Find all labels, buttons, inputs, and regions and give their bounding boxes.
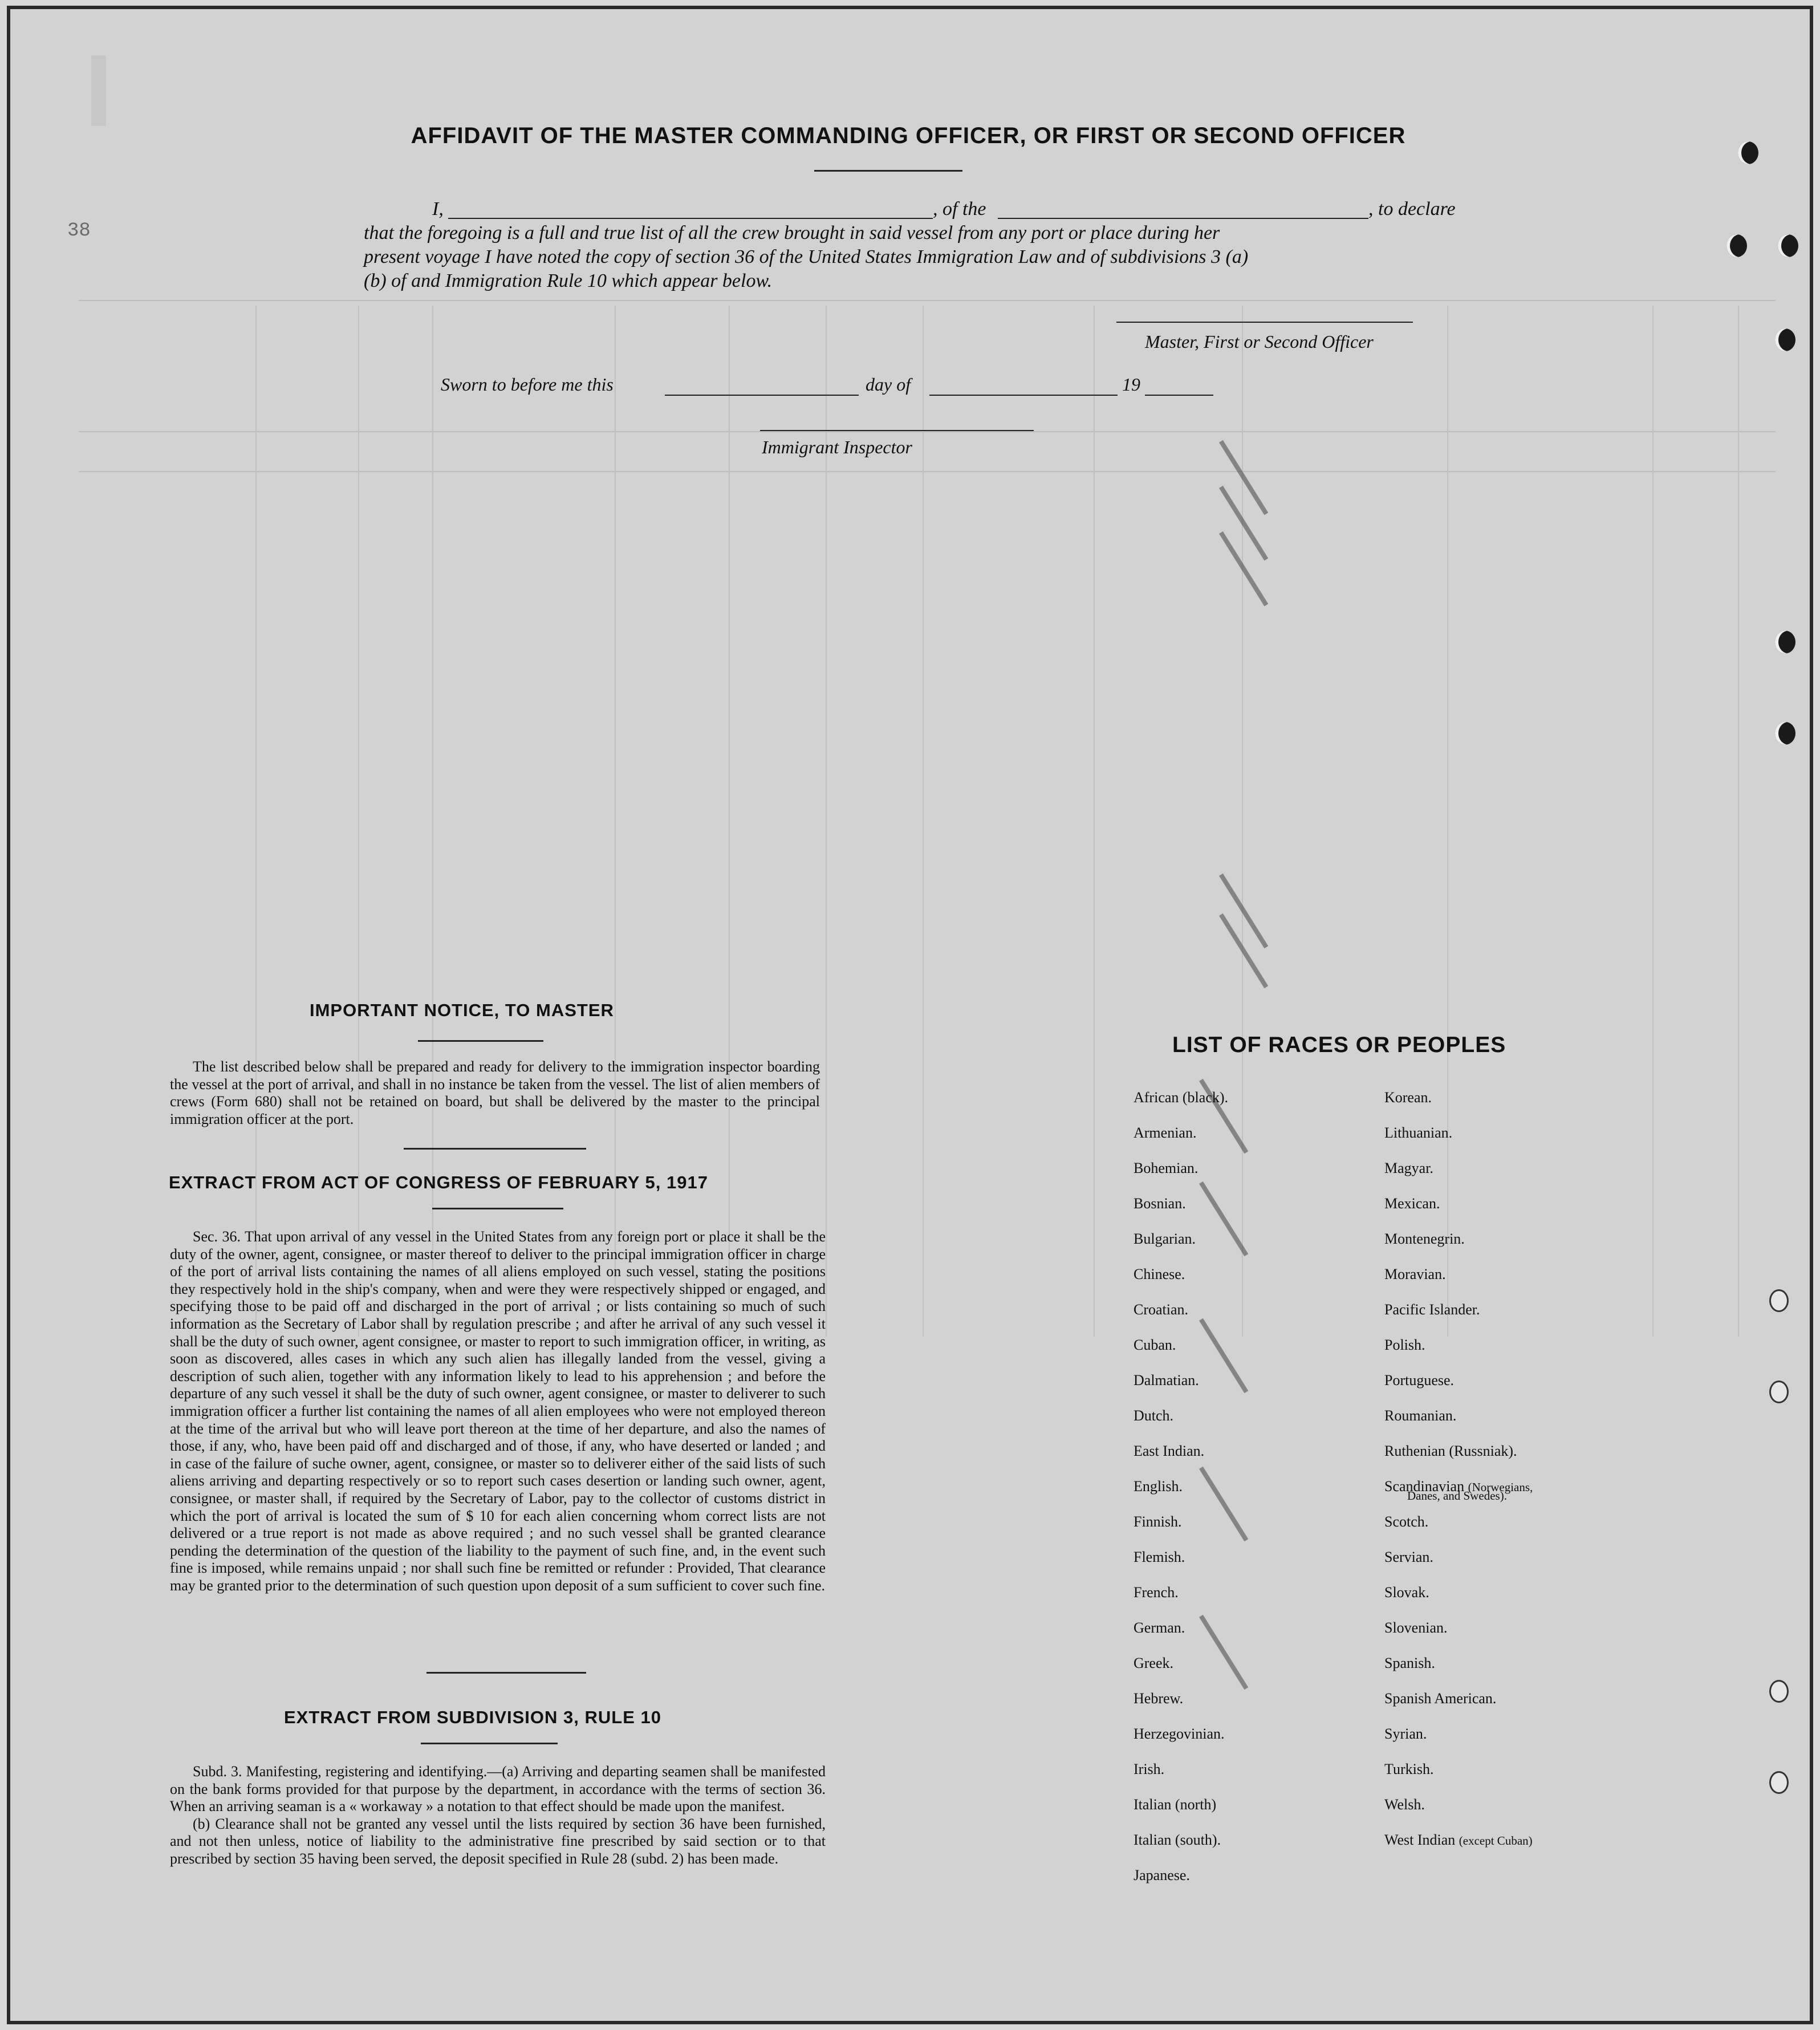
race-item: Dutch.	[1134, 1407, 1174, 1424]
race-item: Danes, and Swedes).	[1407, 1489, 1507, 1503]
race-item: Montenegrin.	[1384, 1231, 1465, 1247]
officer-name-field[interactable]	[448, 202, 933, 219]
race-item: Korean.	[1384, 1089, 1432, 1106]
notice-text	[170, 1058, 820, 1128]
signer-title: Master, First or Second Officer	[1145, 331, 1374, 352]
inspector-signature-line[interactable]	[760, 430, 1034, 431]
inspector-title: Immigrant Inspector	[762, 437, 912, 457]
sworn-text: Sworn to before me this	[441, 374, 614, 395]
race-note: (Norwegians,	[1468, 1480, 1533, 1494]
race-item: Armenian.	[1134, 1124, 1197, 1141]
race-item: West Indian (except Cuban)	[1384, 1832, 1533, 1848]
affidavit-title: AFFIDAVIT OF THE MASTER COMMANDING OFFICER, OR FIRST OR SECOND OFFICER	[411, 123, 1406, 148]
affidavit-line-3: present voyage I have noted the copy of section 36 of the United States Immigration Law and of subdivisions 3 (a)	[364, 246, 1249, 267]
pen-check-mark	[1219, 531, 1268, 606]
divider	[426, 1672, 586, 1674]
punch-hole	[1775, 722, 1795, 745]
race-item: Flemish.	[1134, 1549, 1185, 1565]
affidavit-line-4: (b) of and Immigration Rule 10 which appear below.	[364, 270, 773, 291]
race-item: Bohemian.	[1134, 1160, 1199, 1176]
race-item: Spanish American.	[1384, 1690, 1497, 1707]
races-title: LIST OF RACES OR PEOPLES	[1172, 1033, 1506, 1057]
affidavit-to-declare: , to declare	[1368, 198, 1456, 220]
punch-hole	[1778, 234, 1798, 257]
race-item: Welsh.	[1384, 1796, 1425, 1813]
race-item: Slovak.	[1384, 1584, 1429, 1601]
punch-hole	[1738, 141, 1758, 164]
punch-hole	[1775, 328, 1795, 351]
race-item: Slovenian.	[1384, 1619, 1448, 1636]
race-note: (except Cuban)	[1459, 1834, 1533, 1848]
races-left-column	[1134, 1080, 1228, 1893]
watermark-mark: I	[84, 34, 113, 148]
race-item: Magyar.	[1384, 1160, 1433, 1176]
sworn-day-field[interactable]	[665, 379, 859, 396]
act-extract-title: EXTRACT FROM ACT OF CONGRESS OF FEBRUARY 5, 1917	[169, 1172, 708, 1192]
race-item: Portuguese.	[1384, 1372, 1455, 1388]
rule-subd-3a-paragraph: Subd. 3. Manifesting, registering and identifying.—(a) Arriving and departing seamen shall be manifested on the bank forms provided for that purpose by the department, in accordance with the terms of section 36. When an arriving seaman is a « workaway » a notation to that effect should be made upon the manifest.	[170, 1763, 826, 1815]
affidavit-of-the: , of the	[933, 198, 986, 220]
races-right-column	[1384, 1080, 1533, 1858]
affidavit-line-2: that the foregoing is a full and true list of all the crew brought in said vessel from any port or place during her	[364, 222, 1220, 243]
punch-hole	[1769, 1680, 1789, 1703]
act-extract-text	[170, 1228, 826, 1594]
divider	[814, 170, 962, 172]
punch-hole	[1726, 234, 1747, 257]
race-item: Italian (south).	[1134, 1832, 1221, 1848]
vessel-name-field[interactable]	[998, 202, 1368, 219]
race-item: African (black).	[1134, 1089, 1229, 1106]
pen-check-mark	[1219, 874, 1268, 948]
day-of-text: day of	[866, 374, 911, 395]
pen-check-mark	[1219, 914, 1268, 988]
race-item: Scotch.	[1384, 1513, 1429, 1530]
manifest-page	[7, 6, 1813, 2024]
race-item: Bulgarian.	[1134, 1231, 1196, 1247]
race-item: Scandinavian (Norwegians,	[1384, 1478, 1533, 1495]
act-section-36-paragraph: Sec. 36. That upon arrival of any vessel in the United States from any foreign port or place it shall be the duty of the owner, agent, consignee, or master thereof to deliver to the principal immigration officer in charge of the port of arrival lists containing the names of all aliens employed on such vessel, stating the positions they respectively hold in the ship's company, when and were they were respectively shipped or engaged, and specifying those to be paid off and discharged in the port of arrival ; or lists containing so much of such information as the Secretary of Labor shall by regulation prescribe ; and after he arrival of any such vessel it shall be the duty of such owner, agent consignee, or master to report to such immigration officer, in writing, as soon as discovered, alles cases in which any such alien has illegally landed from the vessel, giving a description of such alien, together with any information likely to lead to his apprehension ; and before the departure of any such vessel it shall be the duty of such owner, agent consignee, or master to deliverer to such immigration officer a further list containing the names of all alien employees who were not employed thereon at the time of the arrival but who will leave port thereon at the time of her departure, and also the names of those, if any, who, have been paid off and discharged and of those, if any, who have deserted or landed ; and in case of the failure of suche owner, agent, consignee, or master so to deliverer either of the said lists of such aliens arriving and departing respectively or so to report such cases desertion or landing such owner, agent, consignee, or master shall, if required by the Secretary of Labor, pay to the collector of customs district in which the port of arrival is located the sum of $ 10 for each alien concerning whom correct lists are not delivered or a true report is not made as above required ; and no such vessel shall be granted clearance pending the determination of the question of the liability to the payment of such fine, and, in the event such fine is imposed, while remains unpaid ; nor shall such fine be remitted or refunder : Provided, That clearance may be granted prior to the determination of such question upon deposit of a sum sufficient to cover such fine.	[170, 1228, 826, 1594]
race-item: Lithuanian.	[1384, 1124, 1453, 1141]
race-item: Croatian.	[1134, 1301, 1189, 1318]
signature-line[interactable]	[1116, 322, 1413, 323]
race-item: Greek.	[1134, 1655, 1174, 1671]
race-item: Moravian.	[1384, 1266, 1446, 1282]
race-item: German.	[1134, 1619, 1185, 1636]
race-item: Polish.	[1384, 1337, 1425, 1353]
race-item: Roumanian.	[1384, 1407, 1457, 1424]
sworn-year-field[interactable]	[1145, 379, 1213, 396]
race-item: French.	[1134, 1584, 1179, 1601]
race-item: Irish.	[1134, 1761, 1165, 1777]
divider	[421, 1743, 558, 1744]
race-item: Mexican.	[1384, 1195, 1440, 1212]
notice-paragraph: The list described below shall be prepared and ready for delivery to the immigration inspector boarding the vessel at the port of arrival, and shall in no instance be taken from the vessel. The list of alien members of crews (Form 680) shall not be retained on board, but shall be delivered by the master to the principal immigration officer at the port.	[170, 1058, 820, 1127]
affidavit-line-1	[364, 197, 1481, 221]
page-number: 38	[67, 220, 91, 242]
race-item: East Indian.	[1134, 1443, 1205, 1459]
pen-check-mark	[1219, 486, 1268, 561]
race-item: English.	[1134, 1478, 1183, 1495]
rule-extract-title: EXTRACT FROM SUBDIVISION 3, RULE 10	[284, 1707, 661, 1727]
punch-hole	[1769, 1771, 1789, 1794]
race-item: Italian (north)	[1134, 1796, 1217, 1813]
notice-title: IMPORTANT NOTICE, TO MASTER	[310, 1000, 614, 1020]
race-item: Herzegovinian.	[1134, 1726, 1225, 1742]
race-item: Hebrew.	[1134, 1690, 1184, 1707]
divider	[404, 1148, 586, 1150]
affidavit-body	[364, 197, 1481, 293]
punch-hole	[1769, 1381, 1789, 1403]
race-item: Dalmatian.	[1134, 1372, 1199, 1388]
divider	[418, 1040, 543, 1042]
race-item: Pacific Islander.	[1384, 1301, 1480, 1318]
race-item: Cuban.	[1134, 1337, 1176, 1353]
rule-extract-text	[170, 1763, 826, 1868]
punch-hole	[1769, 1289, 1789, 1312]
sworn-month-field[interactable]	[929, 379, 1118, 396]
race-item: Chinese.	[1134, 1266, 1185, 1282]
race-item: Finnish.	[1134, 1513, 1182, 1530]
race-item: Syrian.	[1384, 1726, 1427, 1742]
pen-check-mark	[1219, 440, 1268, 515]
race-item: Servian.	[1384, 1549, 1433, 1565]
race-item: Bosnian.	[1134, 1195, 1186, 1212]
race-item: Ruthenian (Russniak).	[1384, 1443, 1517, 1459]
affidavit-i: I,	[432, 198, 444, 220]
race-item: Japanese.	[1134, 1867, 1190, 1883]
punch-hole	[1775, 631, 1795, 653]
rule-subd-3b-paragraph: (b) Clearance shall not be granted any vessel until the lists required by section 36 have been furnished, and not then unless, notice of liability to the administrative fine prescribed by said section or to that prescribed by section 35 having been served, the deposit specified in Rule 28 (subd. 2) has been made.	[170, 1815, 826, 1867]
divider	[432, 1208, 563, 1209]
race-item: Turkish.	[1384, 1761, 1434, 1777]
race-item: Spanish.	[1384, 1655, 1435, 1671]
year-prefix: 19	[1122, 374, 1140, 395]
